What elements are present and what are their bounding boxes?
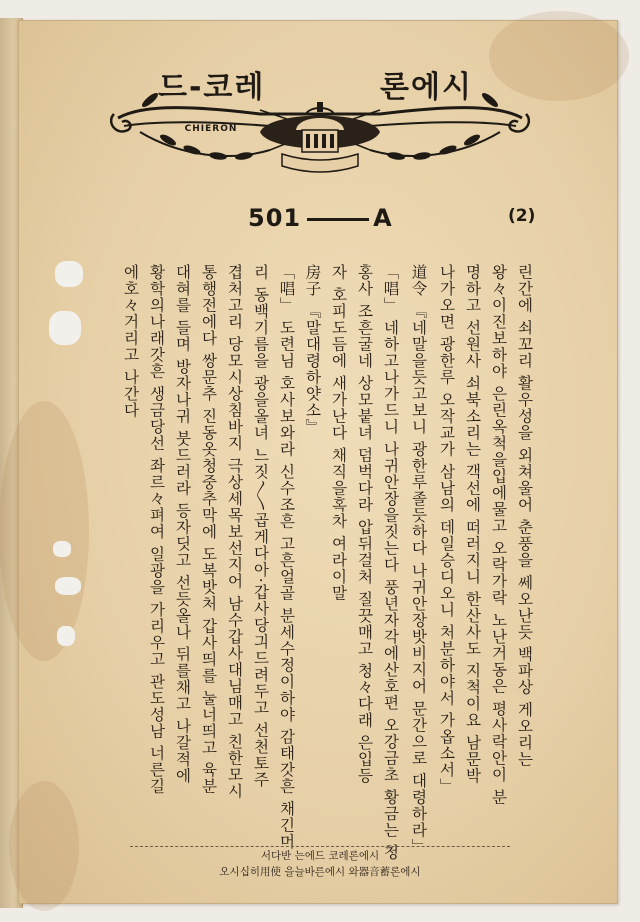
text-column: 리 동백기름을 광을올녀 느짓〳〵곱게다아·갑사당긔드려두고 선천토주 [251, 264, 270, 788]
binding-hole [49, 311, 81, 345]
footer-line: 오시십히用使 을늘바른에시 와器音蓄론에시 [219, 866, 421, 878]
dash-rule [307, 218, 369, 221]
record-side: A [373, 204, 393, 232]
emblem-label: CHIERON [184, 124, 238, 134]
footer-notice [100, 848, 540, 880]
text-column: 道令 『네말을듯고보니 광한루졸듯하다 나귀안장밧비지어 문간으로 대령하라」 [409, 264, 428, 855]
binding-hole [53, 541, 71, 557]
brand-name-left: 드-코레 [158, 70, 266, 105]
text-column: 황학의나래갓흔 생금당선 좌르々펴여 일광을 가리우고 관도성남 너른길 [147, 264, 166, 795]
binding-hole [55, 577, 81, 595]
text-column: 통행전에다 쌍문추 진동옷청중추막에 도복밧처 갑사띄를 눌너띄고 육분 [199, 264, 218, 795]
text-column: 나가오면 광한루 오작교가 삼남의 데일승디오니 처분하야서 가옵소서」 [437, 264, 456, 795]
text-column: 자 호피도듬에 새가난다 채직을혹차 여라이말 [329, 264, 348, 602]
brand-name-right: 론에시 [380, 70, 473, 105]
page-number: (2) [508, 206, 536, 226]
text-column: 「唱」 네하고나가드니 나귀안장을짓는다 풍년자각에산호편 오강금초 황금는 청 [381, 264, 400, 861]
age-stain [0, 401, 89, 661]
text-column: 왕々이진보하야 은린옥척을입에물고 오락가락 노난거동은 평사락안이 분 [489, 264, 508, 806]
age-stain [9, 781, 79, 911]
text-column: 에호々거리고 나간다 [121, 264, 140, 419]
text-column: 겹처고리 당모시상침바지 극상세목보선지어 남수갑사대님매고 친한모시 [225, 264, 244, 800]
binding-hole [55, 261, 83, 287]
footer-line: 서다반 는에드 코레론에시 [260, 850, 380, 862]
text-column: 명하고 선원사 쇠북소리는 객선에 떠러지니 한산사도 지척이요 남문박 [463, 264, 482, 784]
text-column: 린간에 쇠꼬리 활우성을 외쳐울어 춘풍을 쎄오난듯 백파상 게오리는 [515, 264, 534, 768]
text-column: 「唱」 도련님 호사보와라 신수조흔 고흔얼골 분세수정이하야 감태갓흔 채긴머 [277, 264, 296, 850]
record-catalog-number [248, 204, 393, 232]
text-column: 홍사 조흔굴네 상모붙녀 덤벅다라 압뒤걸처 질끗매고 청々다래 은입등 [355, 264, 374, 784]
letterhead [110, 62, 530, 172]
text-column: 房子 『말대령하얏소』 [303, 264, 322, 435]
text-column: 대혀를 들며 방자나귀 붓드러라 등자딧고 선듯올나 뒤를채고 나갈적에 [173, 264, 192, 784]
binding-hole [57, 626, 75, 646]
record-number: 501 [248, 204, 302, 232]
